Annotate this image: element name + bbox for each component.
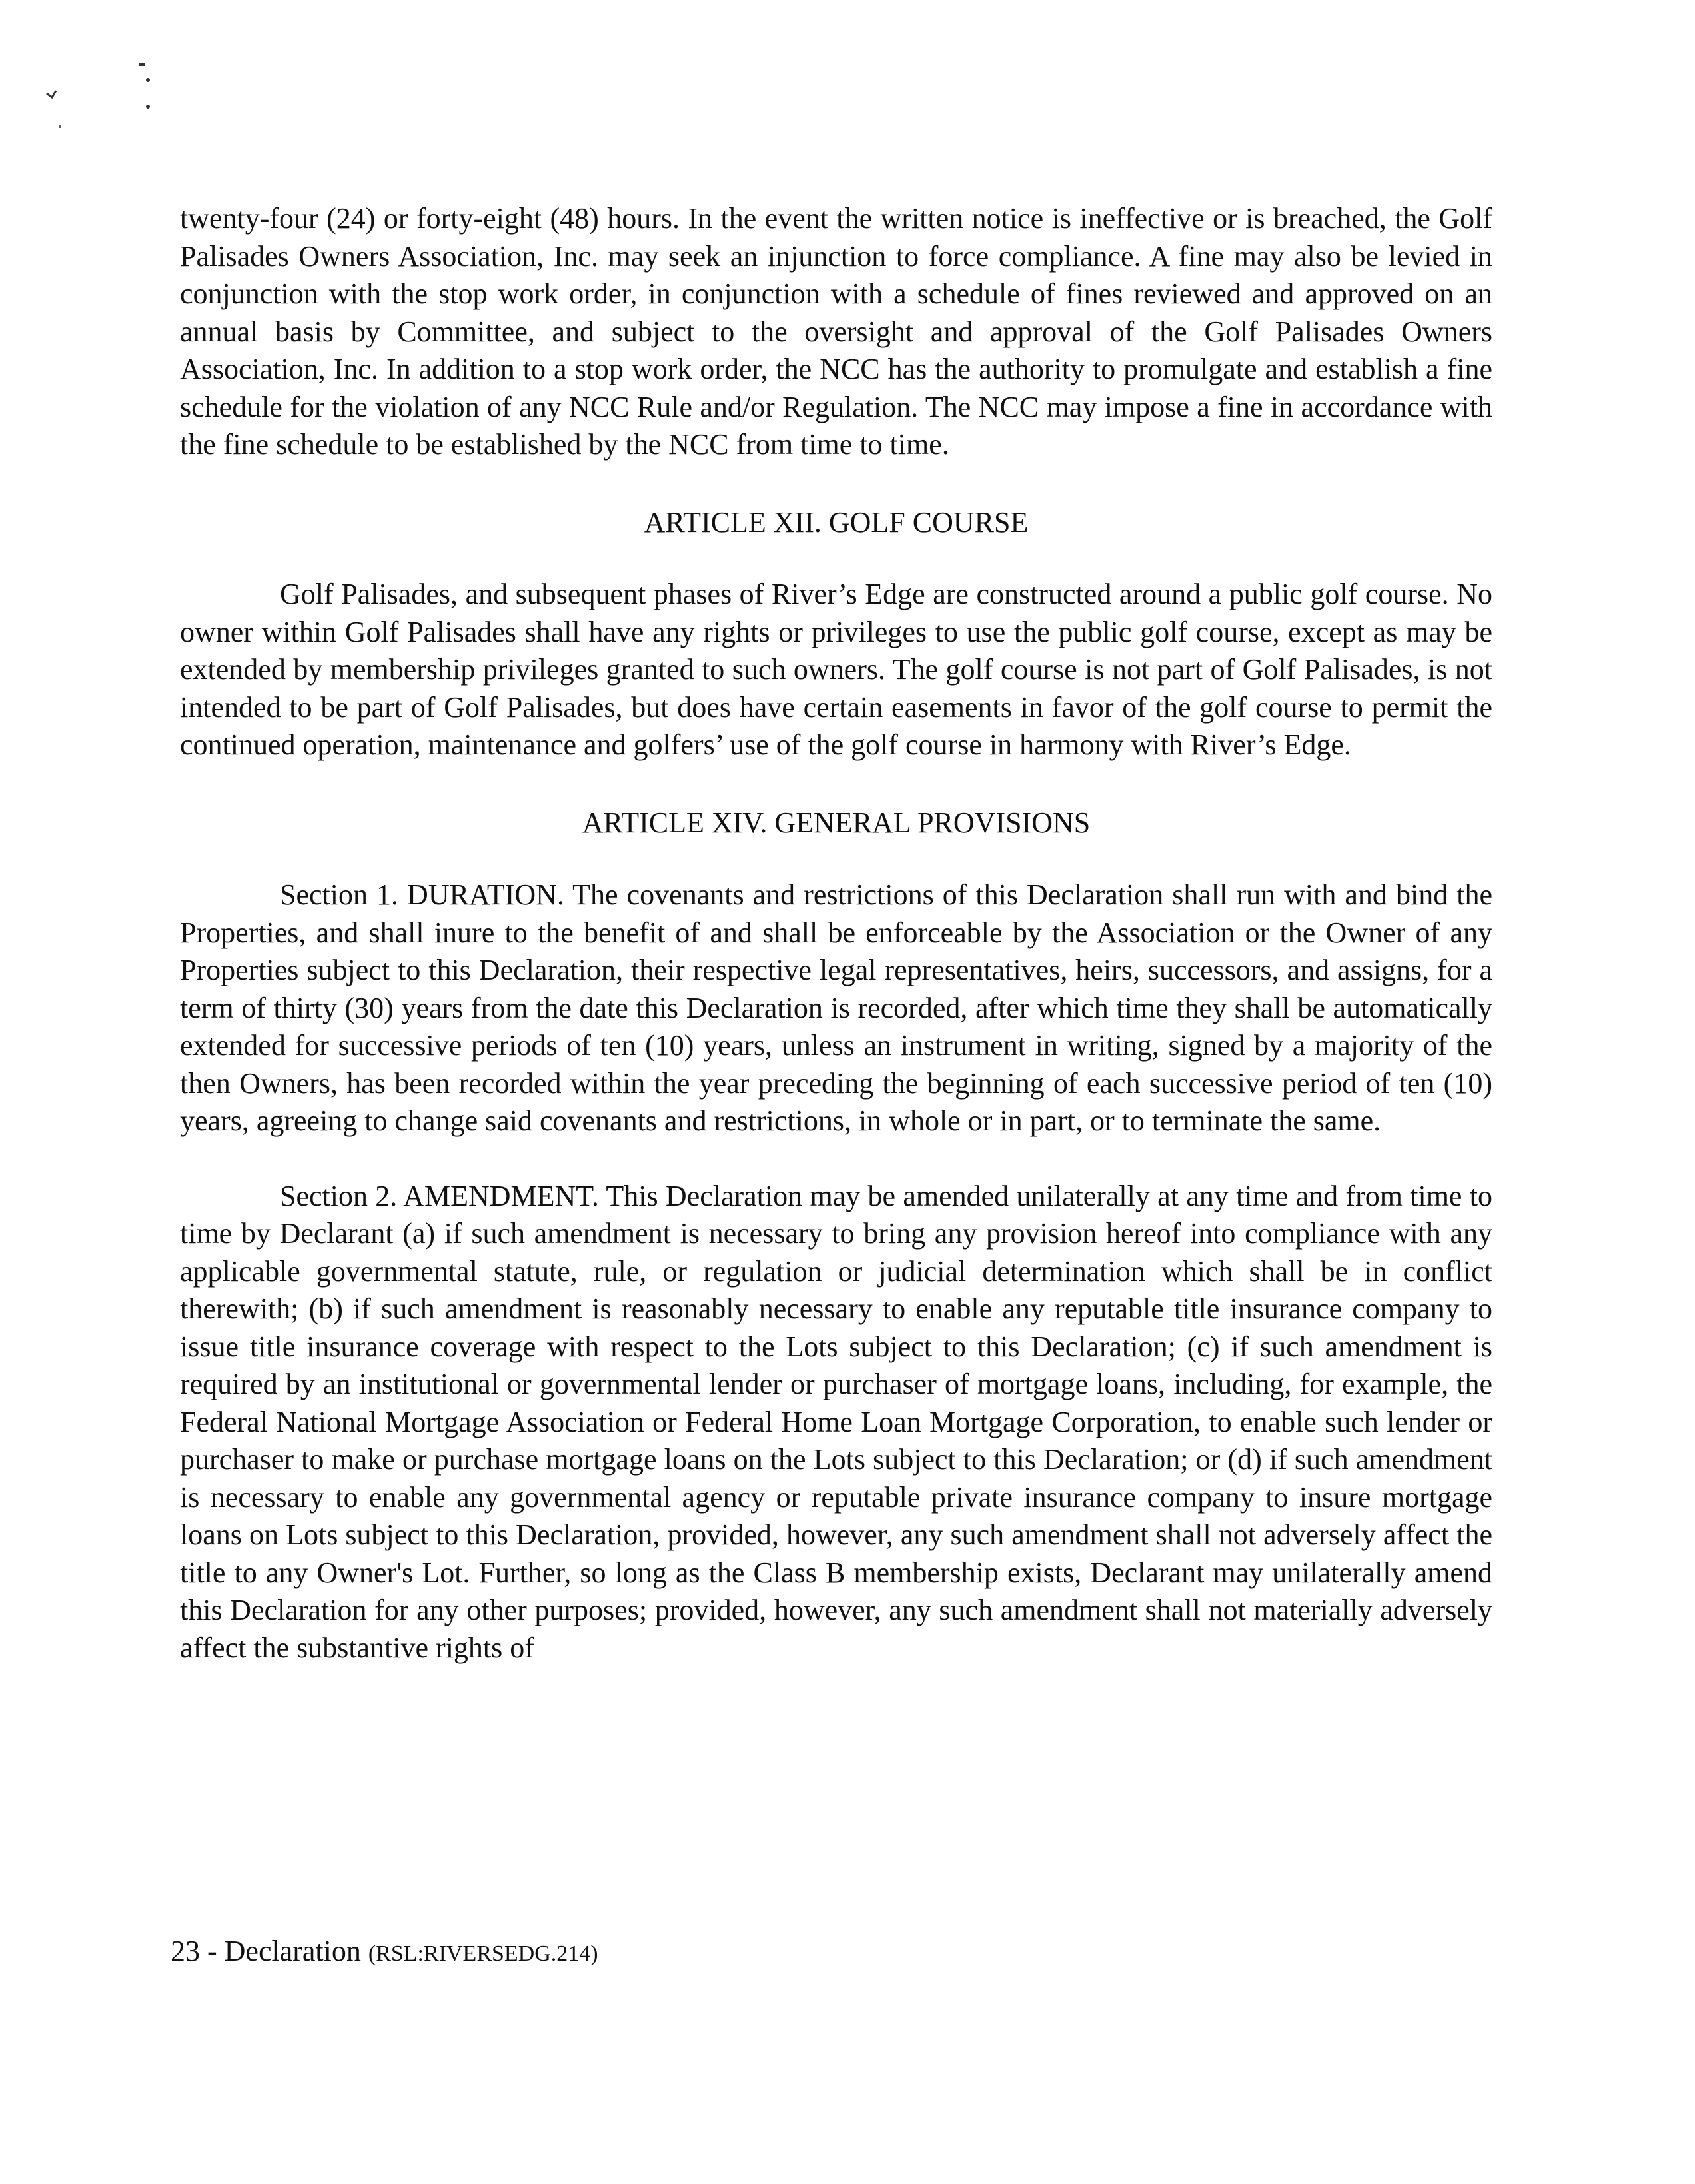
footer-doc-code: (RSL:RIVERSEDG.214) [368, 1941, 598, 1966]
section-1-paragraph: Section 1. DURATION. The covenants and restrictions of this Declaration shall run with and bind the Properties, and shall inure to the benefit of and shall be enforceable by the Association or the Owner of any Properties subject to this Declaration, their respective legal representatives, heirs, successors, and assigns, for a term of thirty (30) years from the date this Declaration is recorded, after which time they shall be automatically extended for successive periods of ten (10) years, unless an instrument in writing, signed by a majority of the then Owners, has been recorded within the year preceding the beginning of each successive period of ten (10) years, agreeing to change said covenants and restrictions, in whole or in part, or to terminate the same. [180, 878, 1492, 1137]
article-12-paragraph: Golf Palisades, and subsequent phases of River’s Edge are constructed around a public golf course. No owner within Golf Palisades shall have any rights or privileges to use the public golf course, except as may be extended by membership privileges granted to such owners. The golf course is not part of Golf Palisades, is not intended to be part of Golf Palisades, but does have certain easements in favor of the golf course to permit the continued operation, maintenance and golfers’ use of the golf course in harmony with River’s Edge. [180, 578, 1492, 761]
scan-speck [47, 91, 56, 97]
scan-speck [59, 125, 61, 128]
article-14-heading: ARTICLE XIV. GENERAL PROVISIONS [582, 806, 1091, 839]
scan-marks [40, 53, 173, 147]
scan-speck [146, 78, 150, 82]
paragraph-continuation: twenty-four (24) or forty-eight (48) hours. In the event the written notice is ineffective or is breached, the Golf Palisades Owners Association, Inc. may seek an injunction to force compliance. A fine may also be levied in conjunction with the stop work order, in conjunction with a schedule of fines reviewed and approved on an annual basis by Committee, and subject to the oversight and approval of the Golf Palisades Owners Association, Inc. In addition to a stop work order, the NCC has the authority to promulgate and establish a fine schedule for the violation of any NCC Rule and/or Regulation. The NCC may impose a fine in accordance with the fine schedule to be established by the NCC from time to time. [180, 202, 1492, 461]
document-body [180, 200, 1492, 1667]
page-footer [171, 1933, 598, 1973]
scan-speck [139, 63, 145, 66]
scan-speck [146, 105, 150, 109]
footer-page-label: 23 - Declaration [171, 1935, 361, 1967]
section-2-paragraph: Section 2. AMENDMENT. This Declaration may be amended unilaterally at any time and from time to time by Declarant (a) if such amendment is necessary to bring any provision hereof into compliance with any applicable governmental statute, rule, or regulation or judicial determination which shall be in conflict therewith; (b) if such amendment is reasonably necessary to enable any reputable title insurance company to issue title insurance coverage with respect to the Lots subject to this Declaration; (c) if such amendment is required by an institutional or governmental lender or purchaser of mortgage loans, including, for example, the Federal National Mortgage Association or Federal Home Loan Mortgage Corporation, to enable such lender or purchaser to make or purchase mortgage loans on the Lots subject to this Declaration; or (d) if such amendment is necessary to enable any governmental agency or reputable private insurance company to insure mortgage loans on Lots subject to this Declaration, provided, however, any such amendment shall not adversely affect the title to any Owner's Lot. Further, so long as the Class B membership exists, Declarant may unilaterally amend this Declaration for any other purposes; provided, however, any such amendment shall not materially adversely affect the substantive rights of [180, 1179, 1492, 1664]
article-12-heading: ARTICLE XII. GOLF COURSE [644, 505, 1029, 539]
